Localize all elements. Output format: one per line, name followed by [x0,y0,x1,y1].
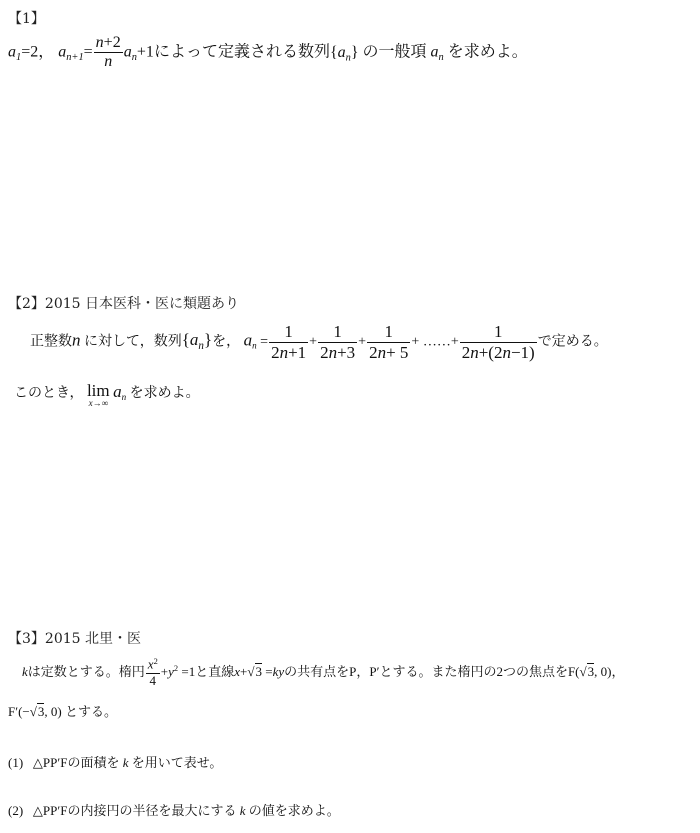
p3-line1-b: と直線 [195,663,235,679]
problem-2-statement: 正整数n に対して，数列$\{a_n\}$を， $a_n$ = $\frac{1}{2n+1}$ + $\frac{1}{2n+3}$ + $\frac{1}{2n+ 5}$ + ……+ $\frac{1}{2n+(2n-1)}$ で定める。 [30,322,608,362]
p2-intro: 正整数 [30,334,72,350]
problem-3-question-2: (2) △PP′Fの内接円の半径を最大にする k の値を求めよ。 [8,803,340,818]
p3-line1-a: は定数とする。楕円 [27,663,145,679]
problem-2-header: 【2】2015 日本医科・医に類題あり [8,296,239,312]
p3-q1-num: (1) [8,755,24,770]
p3-q1-triangle: △PP′F [32,755,68,770]
p1-text-after-set: の一般項 [362,43,427,61]
p2-line2-start: このとき， [14,386,84,401]
p3-q1-end: を用いて表せ。 [131,755,223,770]
problem-3-statement-line-1: kは定数とする。楕円 $\frac{x^2}{4}$ $+y^2 =1$と直線x+√3 =kyの共有点をP，P′とする。また楕円の2つの焦点をF(√3, 0)， [22,656,625,688]
p1-text-middle: によって定義される数列 [153,43,330,61]
problem-1-header: 【1】 [8,11,45,27]
p1-text-end: を求めよ。 [447,43,528,61]
p3-q2-end: の値を求めよ。 [248,803,340,818]
p2-tail: で定める。 [537,334,608,350]
p2-dots: …… [422,334,451,350]
p2-intro2: に対して，数列 [84,334,182,350]
p3-line1-c: の共有点をP，P′とする。また楕円の2つの焦点を [284,663,568,679]
p2-intro3: を， [212,334,241,350]
problem-2-question: このとき， lim x→∞ $a_n$ を求めよ。 [14,381,200,408]
p3-line2-end: とする。 [64,704,117,719]
p3-q1-text: の面積を [67,755,120,770]
p3-q2-text: の内接円の半径を最大にする [67,803,237,818]
p3-q2-triangle: △PP′F [32,803,68,818]
problem-1-statement: $a_1=2$， $a_{n+1}=$ $\frac{n+2}{n}$ $a_n+1$によって定義される数列$\{a_n\}$ の一般項 $a_n$ を求めよ。 [8,34,528,71]
problem-3-question-1: (1) △PP′Fの面積を k を用いて表せ。 [8,755,223,770]
problem-3-header: 【3】2015 北里・医 [8,631,141,647]
p2-line2-end: を求めよ。 [129,386,200,401]
problem-3-statement-line-2: F′(−√3, 0) とする。 [8,704,117,719]
p3-q2-num: (2) [8,803,24,818]
